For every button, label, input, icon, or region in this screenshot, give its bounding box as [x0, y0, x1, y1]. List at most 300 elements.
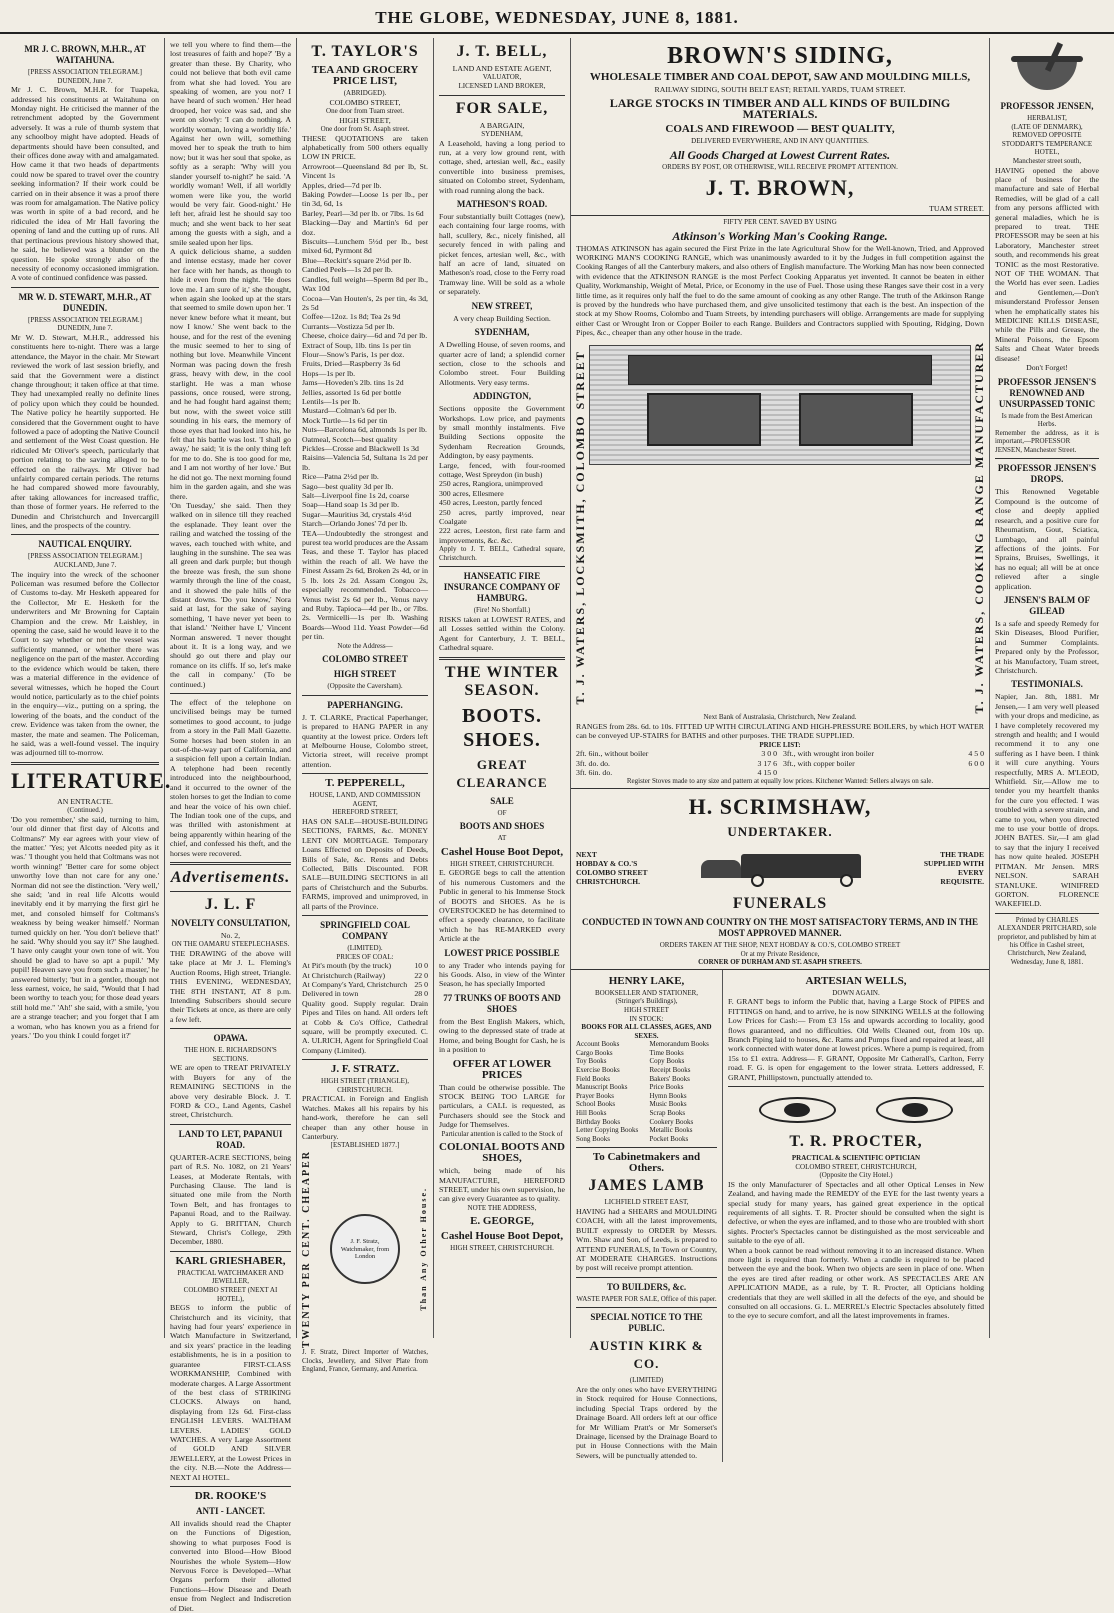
- cooking-range-icon: [589, 345, 970, 465]
- land-heading: LAND TO LET, PAPANUI ROAD.: [178, 1128, 283, 1150]
- funerals-heading: FUNERALS: [732, 894, 828, 912]
- book-list-item: Song Books: [576, 1134, 611, 1143]
- coal-price-row-value: 22 0: [414, 970, 428, 980]
- drops-body: This Renowned Vegetable Compound is the outcome of close and deeply applied research, and a positive cure for Rheumatism, Gout, Sciatica, Lumbago, and all painful affections of the joints. For Sprains, Bruises, Swellings, it has no equal; all will be at once relieved after a single application.: [995, 487, 1099, 591]
- range-address: Next Bank of Australasia, Christchurch, New Zealand.: [703, 713, 857, 722]
- masthead-title: THE GLOBE, WEDNESDAY, JUNE 8, 1881.: [375, 8, 739, 27]
- lake-book-list: [576, 1040, 717, 1143]
- range-price-list-left: [576, 749, 777, 777]
- funerals-orders: ORDERS TAKEN AT THE SHOP, NEXT HOBDAY & CO.'S, COLOMBO STREET: [659, 940, 901, 949]
- book-list-item: Time Books: [649, 1048, 684, 1057]
- clearance-at: AT: [497, 834, 507, 843]
- article-nautical-dateline: AUCKLAND, June 7.: [53, 561, 117, 570]
- divider: [170, 862, 291, 865]
- divider: [11, 287, 159, 288]
- jensen-street: Manchester street south,: [1012, 156, 1082, 165]
- sale-place: SYDENHAM,: [481, 130, 523, 138]
- divider: [302, 695, 428, 696]
- trunks-body: from the Best English Makers, which, owing to the depressed state of trade at Home, and being Bought for Cash, he is in a position to: [439, 1016, 565, 1055]
- artesian-body: F. GRANT begs to inform the Public that, having a Large Stock of PIPES and FITTINGS on hand, and to arrive, he is now SINKING WELLS at the following Low Prices for Cash:— From £3 15s and upwards according to locality, good flows guaranteed, and no difficulties. Old Wells Cleaned out, from 10s up. Branch Piping laid to houses, &c. Rams and Pumps fixed and repaired at least, all work connected with water done at lowest prices. Where a pump is required, from 15s to £1 extra. Address— F. GRANT, Opposite Mr Catherall's, Carlton, Ferry road. F. G. is open for engagement to the lower strata. Letters addressed, F. GRANT, Phillipstown, punctually attended to.: [728, 997, 984, 1082]
- lake-address: HIGH STREET: [624, 1005, 669, 1014]
- stratz-footer: J. F. Stratz, Direct Importer of Watches, Clocks, Jewellery, and Silver Plate from England, France, Germany, and America.: [302, 1348, 428, 1374]
- article-stewart-source: [PRESS ASSOCIATION TELEGRAM.]: [27, 315, 143, 324]
- price-list-item: Mustard—Colman's 6d per lb.: [302, 406, 397, 416]
- printer-footer: Printed by CHARLES ALEXANDER PRITCHARD, sole proprietor, and published by him at his Office in Cashel street, Christchurch, New Zealand, Wednesday, June 8, 1881.: [995, 913, 1099, 966]
- book-list-item: Manuscript Books: [576, 1083, 628, 1092]
- matheson-body: Four substantially built Cottages (new), each containing four large rooms, with hall, scullery, &c., nicely finished, all securely fenced in with paling and picket fences, artesian well, &c., with half an acre of land, situated on Matheson's road, close to the Ferry road Tramway line. Will be sold as a whole or separately.: [439, 212, 565, 297]
- procter-sub: PRACTICAL & SCIENTIFIC OPTICIAN: [791, 1153, 921, 1162]
- colonial-body: which, being made of his MANUFACTURE, HEREFORD STREET, under his own supervision, he can give every Guarantee as to quality.: [439, 1166, 565, 1204]
- jlf-body: THE DRAWING of the above will take place at Mr J. L. Fleming's Auction Rooms, High street, Triangle. THIS EVENING, WEDNESDAY, THE 8TH INSTANT, AT 8 p.m. Intending Subscribers should secure their Tickets at once, as there are only a few left.: [170, 948, 291, 1024]
- lamb-heading: To Cabinetmakers and Others.: [592, 1151, 701, 1175]
- opawa-body: WE are open to TREAT PRIVATELY with Buyers for any of the REMAINING SECTIONS in the above very desirable Block. J. T. FORD & CO., Land Agents, Cashel street, Christchurch.: [170, 1063, 291, 1120]
- addington-apply: Apply to J. T. BELL, Cathedral square, Christchurch.: [439, 545, 565, 562]
- brown-name: J. T. BROWN,: [705, 174, 855, 200]
- divider: [439, 657, 565, 660]
- jensen-heading: PROFESSOR JENSEN,: [1000, 101, 1094, 111]
- stratz-side-text-2: Than Any Other House.: [418, 1187, 428, 1311]
- price-list-item: Cocoa—Van Houten's, 2s per tin, 4s 3d, 2s 5d: [302, 293, 428, 312]
- taylor-note-colombo: COLOMBO STREET: [322, 654, 408, 665]
- karl-trade: PRACTICAL WATCHMAKER AND JEWELLER,: [177, 1268, 284, 1286]
- taylor-tea: TEA—Undoubtedly the strongest and purest tea world produces are the Assam Teas, and these T. Taylor has placed within the reach of all. We have the Finest Assam 2s 6d, Broken 2s 4d, or in 5 lb. lots 2s 2d. Assam Congou 2s, especially recommended. Tobacco—Venus twist 2s 6d per lb., Venus navy and Ruby. Tapioca—4d per lb., or 7lbs. 2s. Vermicelli—1s per lb. Washing Boards—Wood 11d. Yeast Powder—6d per tin.: [302, 528, 429, 642]
- taylor-price-list: [302, 162, 428, 529]
- scrimshaw-christchurch: CHRISTCHURCH.: [576, 876, 640, 886]
- price-list-item: Candied Peels—1s 2d per lb.: [302, 265, 393, 275]
- divider: [576, 1307, 717, 1308]
- scrimshaw-right-text: [924, 850, 984, 886]
- lowest-body: to any Trader who intends paying for his Goods. Also, in view of the Winter Season, he has specially Imported: [439, 960, 565, 989]
- drops-heading: PROFESSOR JENSEN'S DROPS.: [997, 463, 1097, 485]
- coal-price-row: [302, 980, 428, 989]
- book-list-item: Cargo Books: [576, 1048, 613, 1057]
- scrimshaw-heading: H. SCRIMSHAW,: [688, 793, 872, 819]
- range-price-table: [576, 749, 984, 777]
- sydenham-body: A Dwelling House, of seven rooms, and quarter acre of land; a splendid corner section, close to the schools and Colombo street. Four Building Allotments. Very easy terms.: [439, 340, 565, 387]
- divider: [11, 534, 159, 535]
- lake-building: (Stringer's Buildings),: [615, 997, 678, 1006]
- divider: [576, 1277, 717, 1278]
- price-list-item: Salt—Liverpool fine 1s 2d, coarse: [302, 491, 410, 501]
- coal-price-row-item: At Company's Yard, Christchurch: [302, 980, 408, 989]
- jlf-title: NOVELTY CONSULTATION,: [171, 917, 290, 928]
- range-price-row-item: 3ft., with copper boiler: [783, 758, 855, 768]
- column-5: [571, 970, 723, 1463]
- jensen-made: Is made from the Best American Herbs.: [1001, 411, 1093, 429]
- balm-body: Is a safe and speedy Remedy for Skin Diseases, Blood Purifier, and Summer Complaints. Prepared only by the Professor, at his Manufactory, Tuam street, Christchurch.: [995, 618, 1099, 675]
- addington-heading: ADDINGTON,: [472, 391, 532, 402]
- property-list-item: 222 acres, Leeston, first rate farm and improvements, &c. &c.: [439, 526, 565, 545]
- range-price-row-item: 2ft. 6in., without boiler: [576, 749, 649, 759]
- brown-coals: COALS AND FIREWOOD — BEST QUALITY,: [665, 123, 895, 136]
- coal-price-row-value: 28 0: [414, 989, 428, 999]
- scrimshaw-ad: [571, 789, 989, 969]
- brown-heading: BROWN'S SIDING,: [667, 43, 893, 69]
- divider: [302, 915, 428, 916]
- kirk-body: Are the only ones who have EVERYTHING in Stock required for House Connections, including Special Traps ordered by the Drainage Board. All orders left at our office for Mr William Pratt's or Mr Somerset's Drainage, licensed by the Drainage Board to put in House Connections with the Main Sewers, will be punctually attended to.: [576, 1385, 717, 1460]
- paper-heading: PAPERHANGING.: [327, 699, 403, 710]
- opawa-subheading: THE HON. E. RICHARDSON'S SECTIONS.: [184, 1046, 277, 1063]
- balm-heading: JENSEN'S BALM OF GILEAD: [1003, 594, 1090, 616]
- boots-heading: BOOTS. SHOES.: [462, 704, 542, 751]
- coal-prices-heading: PRICES OF COAL:: [336, 952, 394, 961]
- book-list-item: Birthday Books: [576, 1117, 621, 1126]
- column-1: [6, 38, 172, 1338]
- artesian-heading: ARTESIAN WELLS,: [805, 974, 907, 987]
- book-list-item: Bakers' Books: [649, 1074, 690, 1083]
- offer-body: Than could be otherwise possible. The STOCK BEING TOO LARGE for particulars, a CALL is requested, as Purchasers should see the Stock and Judge for Themselves.: [439, 1082, 565, 1130]
- land-body: QUARTER-ACRE SECTIONS, being part of R.S. No. 1082, on 21 Years' Leases, at Moderate Rentals, with Purchasing Clause. The land is situated one mile from the North Town Belt, and has frontages to Papanui Road, and to the Railway. Apply to G. BRITTAN, Church Steward, Christ's College, 29th December, 1880.: [170, 1152, 291, 1247]
- book-list-item: Account Books: [576, 1040, 620, 1049]
- advertisements-heading: Advertisements.: [170, 868, 291, 886]
- pepperell-body: HAS ON SALE—HOUSE-BUILDING SECTIONS, FARMS, &c. MONEY LENT ON MORTGAGE. Temporary Loans Effected on Deposits of Deeds, Bills of Sale, &c. Rents and Debts Collected, Bills Discounted. FOR SALE—BUILDING SECTIONS in all parts of Christchurch and the Suburbs. FARMS, improved and unimproved, in all parts of the Province.: [302, 816, 428, 911]
- cashel-depot-1: Cashel House Boot Depot,: [440, 845, 564, 858]
- bell-sub: LAND AND ESTATE AGENT,: [452, 64, 552, 73]
- taylor-note-heading: Note the Address—: [337, 641, 393, 650]
- price-list-item: Apples, dried—7d per lb.: [302, 180, 382, 190]
- divider: [170, 1486, 291, 1487]
- literature-heading: LITERATURE.: [11, 767, 172, 793]
- book-list-item: Letter Copying Books: [576, 1126, 639, 1135]
- taylor-note-opposite: (Opposite the Caversham).: [327, 682, 403, 691]
- karl-name: KARL GRIESHABER,: [175, 1254, 286, 1267]
- story-part-1: we tell you where to find them—the lost treasures of faith and hope?' 'By a greater than these. By Charity, who could not believe that both evil came from what she had loved. You are speaking of women, are you not? I have heard of such women.' Her head drooped, her voice was sad, and she went on slowly: 'I can do nothing. A worldly woman, loving a worldly life.' Against her own will, something moved her to speak the truth to him now; but it was her soul that spoke, as softly as a seraph: 'Why will you slander yourself to-night?' he said. 'A worldly woman! Well, if all worldly women were like you, the world would be very fair. Good-night.' He left her, afraid lest he should say too much; and she went back to her seat among the guests with a sigh, and a smile sealed upon her lips.: [170, 40, 291, 247]
- property-list-item: 450 acres, Leeston, partly fenced: [439, 498, 543, 508]
- book-list-item: Cookery Books: [649, 1117, 694, 1126]
- atkinson-ad: [571, 216, 989, 788]
- colonial-heading: COLONIAL BOOTS AND SHOES,: [439, 1141, 565, 1165]
- special-notice-heading: SPECIAL NOTICE TO THE PUBLIC.: [590, 1312, 703, 1334]
- jensen-remember: Remember the address, as it is important,—PROFESSOR JENSEN, Manchester Street.: [995, 428, 1099, 454]
- price-list-item: Baking Powder—Loose 1s per lb., per tin 3d, 6d, 1s: [302, 190, 428, 209]
- literature-continued: (Continued.): [67, 806, 103, 815]
- pocket-watch-icon: [330, 1214, 400, 1284]
- bell-valuator: VALUATOR,: [482, 73, 522, 82]
- sydenham-heading: SYDENHAM,: [474, 327, 530, 338]
- range-price-row-item: 3ft. 6in. do.: [576, 767, 613, 777]
- telephone-article: The effect of the telephone on uncivilised beings may be turned sometimes to good account, to judge from a story in the Pall Mall Gazette. Some horses had been stolen in an out-of-the-way part of California, and a suspicion fell upon a certain Indian. A telephone had been recently introduced into the neighbourhood, and it occurred to the owner of the stolen horses to get the Indian to come and hear the voice of his own chief. The Indian took one of the cups, and was thrilled with astonishment at being apparently within hearing of the chief, and confessed his theft, and the horses were recovered.: [170, 698, 291, 858]
- coal-price-list: [302, 961, 428, 999]
- article-brown-source: [PRESS ASSOCIATION TELEGRAM.]: [27, 68, 143, 76]
- taylor-address: COLOMBO STREET,: [329, 97, 401, 107]
- brown-orders: ORDERS BY POST, OR OTHERWISE, WILL RECEIVE PROMPT ATTENTION.: [662, 163, 898, 171]
- article-nautical-title: NAUTICAL ENQUIRY.: [38, 539, 132, 550]
- book-list-item: Prayer Books: [576, 1091, 614, 1100]
- rooke-body: All invalids should read the Chapter on the Functions of Digestion, showing to what purposes Food is converted into Blood—How Blood Nourishes the whole System—How Nervous Force is Developed—What Organs perform their allotted Functions—How Disease and Death ensue from Neglect and Indiscretion of Diet.: [170, 1518, 291, 1613]
- lower-wide-area: [571, 970, 989, 1463]
- divider: [728, 1086, 984, 1087]
- jensen-sub: HERBALIST,: [1027, 114, 1067, 122]
- property-list-item: 300 acres, Ellesmere: [439, 488, 504, 498]
- price-list-item: Jams—Hoveden's 2lb. tins 1s 2d: [302, 378, 404, 388]
- divider: [170, 1124, 291, 1125]
- price-list-item: Pickles—Crosse and Blackwell 1s 3d: [302, 444, 419, 453]
- book-list-item: Price Books: [649, 1083, 684, 1092]
- karl-body: BEGS to inform the public of Christchurch and its vicinity, that having had four years' experience in Watch Manufacture in Switzerland, and six years' practice in the leading establishments, he is in a position to guarantee FIRST-CLASS WORKMANSHIP, Combined with moderate charges. A Large Assortment of the best class of STRIKING CLOCKS. Always on hand, displaying from 12s 6d. First-class ENGLISH LEVERS. WALTHAM LEVERS. LADIES' GOLD WATCHES. A very Large Assortment of GOLD AND SILVER JEWELLERY, at the Lowest Prices in the city. N.B.—Note the Address—NEXT AI HOTEL.: [170, 1303, 291, 1482]
- range-price-row-value: 6 0 0: [968, 758, 984, 768]
- story-part-3: 'On Tuesday,' she said. Then they walked on in silence till they reached the esplanade. They leant over the railing and watched the tossing of the waves, each touched with white, and laughing in the sunshine. The sea was all green and dark purple; but though the breeze was fresh, the sun shone warmly through the line of the coast, and it showed the pale hills of the distant downs. 'Do you know,' Nora said at last, for the sake of saying something, 'I have never yet been to that island.' 'Neither have I,' Vincent Norman answered. 'I never thought about it. It is a long way, and we should go out there and play our romance on its cliffs. If so, let's make the call in company.' (To be continued.): [170, 500, 291, 689]
- property-list-item: 250 acres, partly improved, near Coalgate: [439, 507, 565, 526]
- column-2: [165, 38, 297, 1613]
- jlf-logo-text: J. L. F: [204, 895, 257, 913]
- price-list-item: Jellies, assorted 1s 6d per bottle: [302, 387, 402, 397]
- winter-heading: THE WINTER SEASON.: [444, 663, 560, 699]
- divider: [439, 566, 565, 567]
- coal-price-row-item: At Pit's mouth (by the truck): [302, 961, 392, 971]
- cashel-depot-2: Cashel House Boot Depot,: [440, 1230, 564, 1243]
- price-list-item: Blue—Reckitt's square 2½d per lb.: [302, 255, 412, 265]
- clearance-heading: GREAT CLEARANCE: [456, 756, 548, 790]
- lake-book-list-left: [576, 1040, 644, 1143]
- book-list-item: School Books: [576, 1100, 616, 1109]
- book-list-item: Memorandum Books: [649, 1040, 709, 1049]
- hanseatic-body: RISKS taken at LOWEST RATES, and all Losses settled within the Colony. Agent for Canterbury, J. T. BELL, Cathedral square.: [439, 615, 565, 653]
- cashel-depot-1-address: HIGH STREET, CHRISTCHURCH.: [450, 859, 554, 868]
- divider: [170, 1028, 291, 1029]
- property-list-item: 250 acres, Rangiora, unimproved: [439, 479, 543, 489]
- note-address: NOTE THE ADDRESS,: [467, 1203, 537, 1212]
- karl-address: COLOMBO STREET (NEXT AI HOTEL),: [183, 1286, 278, 1303]
- article-stewart-dateline: DUNEDIN, June 7.: [57, 324, 113, 333]
- price-list-item: Starch—Orlando Jones' 7d per lb.: [302, 519, 408, 529]
- pepperell-address: HEREFORD STREET,: [332, 808, 398, 817]
- price-list-item: Lentils—1s per lb.: [302, 396, 361, 406]
- kirk-heading: AUSTIN KIRK & CO.: [589, 1338, 704, 1372]
- stratz-watch-block: [302, 1150, 428, 1348]
- scrimshaw-hobday: HOBDAY & CO.'S: [576, 858, 638, 868]
- range-footer: Register Stoves made to any size and pattern at equally low prices. Kitchener Wanted: Sellers always on sale.: [626, 777, 934, 786]
- coal-price-row: [302, 971, 428, 980]
- testimonials-body: Napier, Jan. 8th, 1881. Mr Jensen,— I am very well pleased with your drops and medicine, as I have completely recovered my strength and health; and I would recommend it to any one suffering as I have been. I think it will cure anything. Yours respectfully, MRS A. M'LEOD, Whitfield. Sir,—Allow me to tender you my heartfelt thanks for the cure you effected. I was troubled with a severe strain, and came to you, when you directed me to use your bottle of drops. JOHN BATES. Sir,—I am glad to say that the injury I received has now quite healed. JOSEPH PITMAN. Mr Jensen. MRS NELSON. SARAH STANLUKE. WINIFRED GORTON. FLORENCE WAKEFIELD.: [995, 692, 1099, 909]
- price-list-item: Flour—Snow's Paris, 1s per doz.: [302, 349, 405, 359]
- scrimshaw-next: NEXT: [576, 849, 597, 859]
- book-list-item: Music Books: [649, 1100, 687, 1109]
- price-list-item: Coffee—12oz. 1s 8d; Tea 2s 9d: [302, 312, 401, 322]
- procter-body: IS the only Manufacturer of Spectacles and all other Optical Lenses in New Zealand, and having made the REMEDY of the EYE for the last twenty years a special study for many years, has gained great experience in the optical requirements of all sights. T. R. Procter should be consulted when the sight is defective, or when the eyes are inflamed, and to those who are troubled with short sights. Procter's Spectacles cannot be distinguished as the most serviceable and suitable to the eye of all.: [728, 1179, 984, 1246]
- range-price-row-value: 3 17 6: [757, 758, 777, 768]
- brown-railway: RAILWAY SIDING, SOUTH BELT EAST; RETAIL YARDS, TUAM STREET.: [654, 85, 906, 94]
- divider: [170, 891, 291, 892]
- lamb-body: HAVING had a SHEARS and MOULDING COACH, with all the latest improvements, BUILT expressly to ORDER by Messrs. Wm. Shaw and Son, of Leeds, is prepared to ATTEND FUNERALS, In Town or Country, AT MODERATE CHARGES. Instructions by post will receive prompt attention.: [576, 1207, 717, 1273]
- range-price-row: [576, 768, 777, 777]
- price-list-item: Sugar—Mauritius 3d, crystals 4½d: [302, 509, 412, 519]
- book-list-item: Field Books: [576, 1074, 611, 1083]
- newstreet-heading: NEW STREET,: [471, 300, 533, 311]
- lowest-heading: LOWEST PRICE POSSIBLE: [444, 947, 560, 958]
- scrimshaw-colombo: COLOMBO STREET: [576, 867, 648, 877]
- price-list-item: Nuts—Barcelona 6d, almonds 1s per lb.: [302, 425, 427, 435]
- rooke-subtitle: ANTI - LANCET.: [195, 1505, 266, 1516]
- procter-heading: T. R. PROCTER,: [789, 1132, 923, 1150]
- procter-address: COLOMBO STREET, CHRISTCHURCH,: [795, 1162, 917, 1171]
- book-list-item: Exercise Books: [576, 1066, 620, 1075]
- lake-book-list-right: [650, 1040, 718, 1143]
- jensen-renowned: PROFESSOR JENSEN'S RENOWNED AND UNSURPASSED TONIC: [997, 376, 1097, 409]
- range-body-2: RANGES from 28s. 6d. to 10s. FITTED UP WITH CIRCULATING AND HIGH-PRESSURE BOILERS, by which HOT WATER can be conveyed UP-STAIRS for BATHS and other purposes. THE TRADE SUPPLIED.: [576, 721, 984, 741]
- wide-ad-area: [571, 38, 990, 1460]
- scrimshaw-requisite: REQUISITE.: [940, 876, 984, 886]
- price-list-item: Soap—Hand soap 1s 3d per lb.: [302, 500, 400, 510]
- scrimshaw-sub: UNDERTAKER.: [727, 823, 833, 839]
- column-7: [990, 38, 1104, 1338]
- builders-heading: TO BUILDERS, &c.: [606, 1281, 687, 1292]
- brown-tuam: TUAM STREET.: [929, 203, 984, 213]
- divider: [995, 458, 1099, 459]
- stratz-side-text-1: TWENTY PER CENT. CHEAPER: [301, 1150, 312, 1349]
- stratz-watch-label: J. F. Stratz, Watchmaker, from London: [340, 1238, 390, 1261]
- price-list-item: Arrowroot—Queensland 8d per lb, St. Vincent 1s: [302, 161, 428, 181]
- mortar-and-pestle-icon: [1007, 42, 1087, 97]
- column-3: [297, 38, 434, 1374]
- addington-list: [439, 461, 565, 546]
- divider: [170, 1251, 291, 1252]
- jensen-forget: Don't Forget!: [1026, 363, 1068, 373]
- price-list-item: Rice—Patna 2½d per lb.: [302, 472, 379, 482]
- book-list-item: Receipt Books: [649, 1066, 691, 1075]
- opawa-heading: OPAWA.: [213, 1033, 248, 1044]
- range-price-row-item: 3ft., with wrought iron boiler: [783, 749, 874, 759]
- property-list-item: Large, fenced, with four-roomed cottage, West Spreydon (in bush): [439, 460, 565, 479]
- artesian-sub: DOWN AGAIN.: [832, 988, 880, 997]
- sale-heading: FOR SALE,: [455, 99, 549, 117]
- taylor-abridged: (ABRIDGED).: [343, 89, 387, 97]
- stratz-heading: J. F. STRATZ.: [330, 1063, 400, 1076]
- price-list-item: Fruits, Dried—Raspberry 3s 6d: [302, 359, 401, 369]
- bell-licensed: LICENSED LAND BROKER,: [458, 82, 546, 90]
- range-price-row-value: 4 5 0: [968, 749, 984, 759]
- article-brown-body: Mr J. C. Brown, M.H.R. for Tuapeka, addressed his constituents at Waitahuna on Monday night. He criticised the manner of the retrenchment adopted by the Government adversely. It was a rule of thumb system that any schoolboy might have adopted. Heads of departments should have been consulted, and their offices done away with and amalgamated. How came it that two heads of departments could now be spared to travel over the country seeking information? If their work could be carried on in their absence it was a proof there was room for amalgamation. The Native policy was worth in spite of a bad record, and he ridiculed the idea of Mr Hall favoring the opening of land and the cutting up of runs. All that pertinacious previous history showed that, he said, he believed was a blunder on the question. He spoke strongly also of the necessity of economy occasioned immigration. A vote of continued confidence was passed.: [11, 85, 159, 283]
- colonial-intro: Particular attention is called to the Stock of: [441, 1129, 563, 1138]
- coal-sub: (LIMITED).: [347, 944, 383, 952]
- procter-opposite: (Opposite the City Hotel.): [819, 1171, 893, 1180]
- range-heading: Atkinson's Working Man's Cooking Range.: [672, 228, 888, 243]
- coal-price-row-value: 25 0: [414, 980, 428, 989]
- paper-body: J. T. CLARKE, Practical Paperhanger, is prepared to HANG PAPER in any quantity at the lowest price. Orders left at Melbourne House, Colombo street, Victoria street, will receive prompt attention.: [302, 712, 428, 769]
- price-list-item: Extract of Soup, 1lb. tins 1s per tin: [302, 340, 411, 350]
- coal-heading: SPRINGFIELD COAL COMPANY: [320, 920, 410, 941]
- story-part-2: A quick delicious shame, a sudden and intense ecstasy, made her cover her face with her hands, as though to hide it even from the night. 'He does love me. I am sure of it,' she thought, when again she looked up at the stars that seemed to smile down upon her. 'I never knew before what it meant, but now I know.' She went back to the house, and for the rest of the evening the music seemed to her to sing of nothing but love. Meanwhile Vincent Norman was pacing down the fresh grass, heavy with dew, in the cool starlight. He was a man whose passions, once roused, were strong, and he had fought hard against them; but now, with the sweet voice still sounding in his ears, the memory of those eyes that had looked into his, he felt that his battle was lost. 'I shall go away,' he said; 'it is the only thing left for me to do. She is too good for me, and I am not worthy of her love.' But he did not go. The next morning found him in the garden again, and she was there.: [170, 246, 291, 501]
- price-list-item: Sago—best quality 3d per lb.: [302, 481, 394, 491]
- range-fifty: FIFTY PER CENT. SAVED BY USING: [723, 218, 837, 226]
- offer-heading: OFFER AT LOWER PRICES: [452, 1057, 552, 1081]
- divider: [302, 773, 428, 774]
- funerals-private: Or at my Private Residence,: [740, 949, 820, 958]
- kirk-sub: (LIMITED): [629, 1376, 664, 1385]
- taylor-intro: THESE QUOTATIONS are taken alphabetically from 500 others equally LOW IN PRICE.: [302, 133, 428, 162]
- range-price-row: [576, 749, 777, 758]
- testimonials-heading: TESTIMONIALS.: [1011, 679, 1083, 690]
- brown-large-stocks: LARGE STOCKS IN TIMBER AND ALL KINDS OF BUILDING MATERIALS.: [609, 96, 951, 122]
- price-list-item: Barley, Pearl—3d per lb. or 7lbs. 1s 6d: [302, 208, 424, 218]
- scrimshaw-hearse-row: [576, 844, 984, 892]
- taylor-high-note: One door from St. Asaph street.: [320, 125, 410, 133]
- range-price-row: [783, 749, 984, 758]
- brown-delivered: DELIVERED EVERYWHERE, AND IN ANY QUANTITIES.: [691, 137, 869, 146]
- price-list-item: Hops—1s per lb.: [302, 368, 356, 378]
- coal-price-row: [302, 961, 428, 970]
- range-price-list-right: [783, 749, 984, 777]
- matheson-heading: MATHESON'S ROAD.: [456, 199, 548, 210]
- george-name: E. GEORGE,: [470, 1215, 534, 1228]
- hearse-icon: [701, 848, 871, 888]
- scrimshaw-every: EVERY: [957, 867, 984, 877]
- article-stewart-body: Mr W. D. Stewart, M.H.R., addressed his constituents here to-night. There was a large attendance, the Mayor in the chair. Mr Stewart reviewed the work of last session briefly, and said that the Government were a distinct change throughout; it taken office at that time. They had unexampled really no definite lines of policy upon which they could be hounded. The Native policy he heartily supported. He considered that the Government ought to have followed a pace of adopting the Native Council and settlement of the West Coast question. He ridiculed Mr Oliver's speech, particularly that portion relating to the saving alleged to be effected on the railways. Mr Oliver had unfairly compared certain periods. The returns he had compared showed more favourably, after taking allowances for increased traffic, than those of former years. He referred to the Dunedin and Christchurch and Invercargill lines, and the prospects of the country.: [11, 332, 159, 531]
- range-price-row: [783, 759, 984, 768]
- article-brown-title: MR J. C. BROWN, M.H.R., AT WAITAHUNA.: [24, 44, 146, 65]
- eyes-icon: [728, 1091, 984, 1129]
- price-list-item: Oatmeal, Scotch—best quality: [302, 434, 398, 444]
- builders-body: WASTE PAPER FOR SALE, Office of this paper.: [576, 1294, 717, 1303]
- range-price-row: [576, 759, 777, 768]
- range-side-left: T. J. WATERS, LOCKSMITH, COLOMBO STREET: [573, 349, 587, 705]
- price-list-item: Blacking—Day and Martin's 6d per doz.: [302, 218, 428, 237]
- stratz-body: PRACTICAL in Foreign and English Watches. Makes all his repairs by his hand-work, therefore he can sell cheaper than any other house in Canterbury.: [302, 1094, 428, 1142]
- sale-sub: A BARGAIN,: [479, 120, 525, 130]
- hanseatic-heading: HANSEATIC FIRE INSURANCE COMPANY OF HAMBURG.: [443, 571, 561, 604]
- article-nautical-body: The inquiry into the wreck of the schooner Policeman was resumed before the Collector of Customs to-day. Mr Hesketh appeared for the Collector, Mr E. Hesketh for the underwriters and Mr Browning for Captain Champion and the crew. Mr Laishley, in opening the case, said he would leave it to the Court to say whether or not the vessel was sufficiently manned, or whether there was negligence on the part of the master. According to the evidence which would be taken, there was a material difference in the evidence of several witnesses, which he hoped the Court would notice, particularly as to the chief points in the enquiry—viz., putting on a spring, the lowering of the boats, and the conduct of the crew. Evidence was taken from the owner, the master, the mate and seamen. The Policeman, he said, was a well-found vessel. The inquiry was adjourned till to-morrow.: [11, 569, 159, 758]
- range-price-row-item: 3ft. do. do.: [576, 758, 611, 768]
- coal-body: Quality good. Supply regular. Drain Pipes and Tiles on hand. All orders left at Cobb & Co's Office, Cathedral square, will be promptly executed. C. A. ULRICH, Agent for Springfield Coal Company (Limited).: [302, 998, 428, 1055]
- coal-price-row-item: At Christchurch (Railway): [302, 970, 386, 980]
- taylor-address-note: One door from Tuam street.: [326, 107, 404, 115]
- masthead: [0, 0, 1114, 34]
- book-list-item: Toy Books: [576, 1057, 607, 1066]
- book-list-item: Pocket Books: [649, 1134, 689, 1143]
- book-list-item: Hill Books: [576, 1109, 607, 1118]
- range-price-row-value: 4 15 0: [757, 767, 777, 777]
- rooke-title: DR. ROOKE'S: [194, 1489, 267, 1502]
- divider: [302, 1059, 428, 1060]
- hanseatic-note: (Fire! No Shortfall.): [473, 606, 531, 615]
- literature-body: 'Do you remember,' she said, turning to him, 'our old dinner that first day of Alcotts and Coltmans?' My ear agrees with your view of the matter.' 'Yes; yet Alcotts needed pity as it was.' 'I thought you held that Coltmans was not worth winning!' 'Better care for some object unworthy love than not care for any one.' Norman did not see the distinction. 'Very well,' she said; 'and in real life Alcotts would inevitably end it by marrying the first girl he met, and consoled himself for Coltmans's weakness by being weaker himself.' Norman turned quickly on her. 'You don't believe that!' he said. 'Why should you say it?' She laughed. 'I have only caught your own tone of wit. You should be glad to have so apt a pupil.' 'My pupil! Heaven save you from such a master,' he answered bitterly; 'but in a gentler, though not less earnest, voice, he said, "Would that I had been worthy to teach you; for those dead years still hold me." 'Ah!' she said, with a smile, 'you are a strange teacher; and you forget that I am a woman, who has known you as a friend for years.' 'Do you think I could forget it?': [11, 814, 159, 1041]
- coal-price-row: [302, 989, 428, 998]
- lake-heading: HENRY LAKE,: [608, 974, 685, 987]
- taylor-heading: T. TAYLOR'S: [311, 43, 419, 60]
- bell-heading: J. T. BELL,: [456, 43, 548, 60]
- george-body: E. GEORGE begs to call the attention of his numerous Customers and the Public in general to his Immense Stock of BOOTS and SHOES. As he is OVERSTOCKED he has determined to effect a speedy clearance, to facilitate which he has RE-MARKED every Article at the: [439, 868, 565, 944]
- range-side-right: T. J. WATERS, COOKING RANGE MANUFACTURER: [971, 340, 986, 714]
- book-list-item: Copy Books: [649, 1057, 685, 1066]
- brown-goods: All Goods Charged at Lowest Current Rates.: [669, 148, 891, 162]
- price-list-item: Cheese, choice dairy—6d and 7d per lb.: [302, 331, 428, 341]
- taylor-high: HIGH STREET,: [339, 115, 391, 125]
- range-price-row-value: 3 0 0: [761, 749, 777, 759]
- addington-body: Sections opposite the Government Workshops. Low price, and payments by small monthly instalments. Five Building Sections opposite the Sydenham Recreation Grounds, Addington, by easy payments.: [439, 404, 565, 461]
- lamb-address: LICHFIELD STREET EAST,: [604, 1198, 689, 1207]
- procter-body-2: When a book cannot be read without removing it to an increased distance. When more light is required than formerly. When a candle is required to be placed between the eye and the book. When two objects are seen in place of one. When the eyes are tired after reading or other work. AS SPECTACLES ARE AN APPLICATION MADE, as a rule, by T. R. Procter, all Opticians holding credentials that they are well skilled in all the defects of the eye, and should be consulted on all occasions. G. L. MERREL's Electric Spectacles absolutely fitted to the eye to secure comfort, and all the latest improvements in frames.: [728, 1245, 984, 1321]
- divider: [11, 762, 159, 765]
- clearance-of: OF: [497, 808, 507, 817]
- jensen-removed: REMOVED OPPOSITE STODDART'S TEMPERANCE HOTEL,: [1001, 131, 1093, 157]
- lake-sub: BOOKSELLER AND STATIONER,: [594, 988, 699, 997]
- divider: [439, 95, 565, 96]
- scrimshaw-left-text: [576, 850, 647, 886]
- scrimshaw-supplied: SUPPLIED WITH: [923, 858, 984, 868]
- book-list-item: Hymn Books: [649, 1091, 687, 1100]
- price-list-item: Raisins—Valencia 5d, Sultana 1s 2d per lb.: [302, 453, 428, 472]
- column-6: [723, 970, 989, 1463]
- sale-body: A Leasehold, having a long period to run, at a very low ground rent, with cottage, shed, artesian well, &c., easily convertible into business premises, situated on Colombo street, Sydenham, with road running along the back.: [439, 138, 565, 195]
- article-brown-dateline: DUNEDIN, June 7.: [57, 76, 113, 85]
- price-list-item: Candles, full weight—Sperm 8d per lb., Wax 10d: [302, 274, 428, 294]
- cashel-depot-2-address: HIGH STREET, CHRISTCHURCH.: [450, 1244, 554, 1253]
- coal-price-row-item: Delivered in town: [302, 989, 359, 999]
- newstreet-body: A very cheap Building Section.: [453, 313, 551, 323]
- book-list-item: Metallic Books: [649, 1126, 693, 1135]
- brown-wholesale: WHOLESALE TIMBER AND COAL DEPOT, SAW AND MOULDING MILLS,: [589, 71, 971, 83]
- literature-subtitle: AN ENTRACTE.: [57, 796, 113, 806]
- taylor-subheading: TEA AND GROCERY PRICE LIST,: [311, 64, 419, 87]
